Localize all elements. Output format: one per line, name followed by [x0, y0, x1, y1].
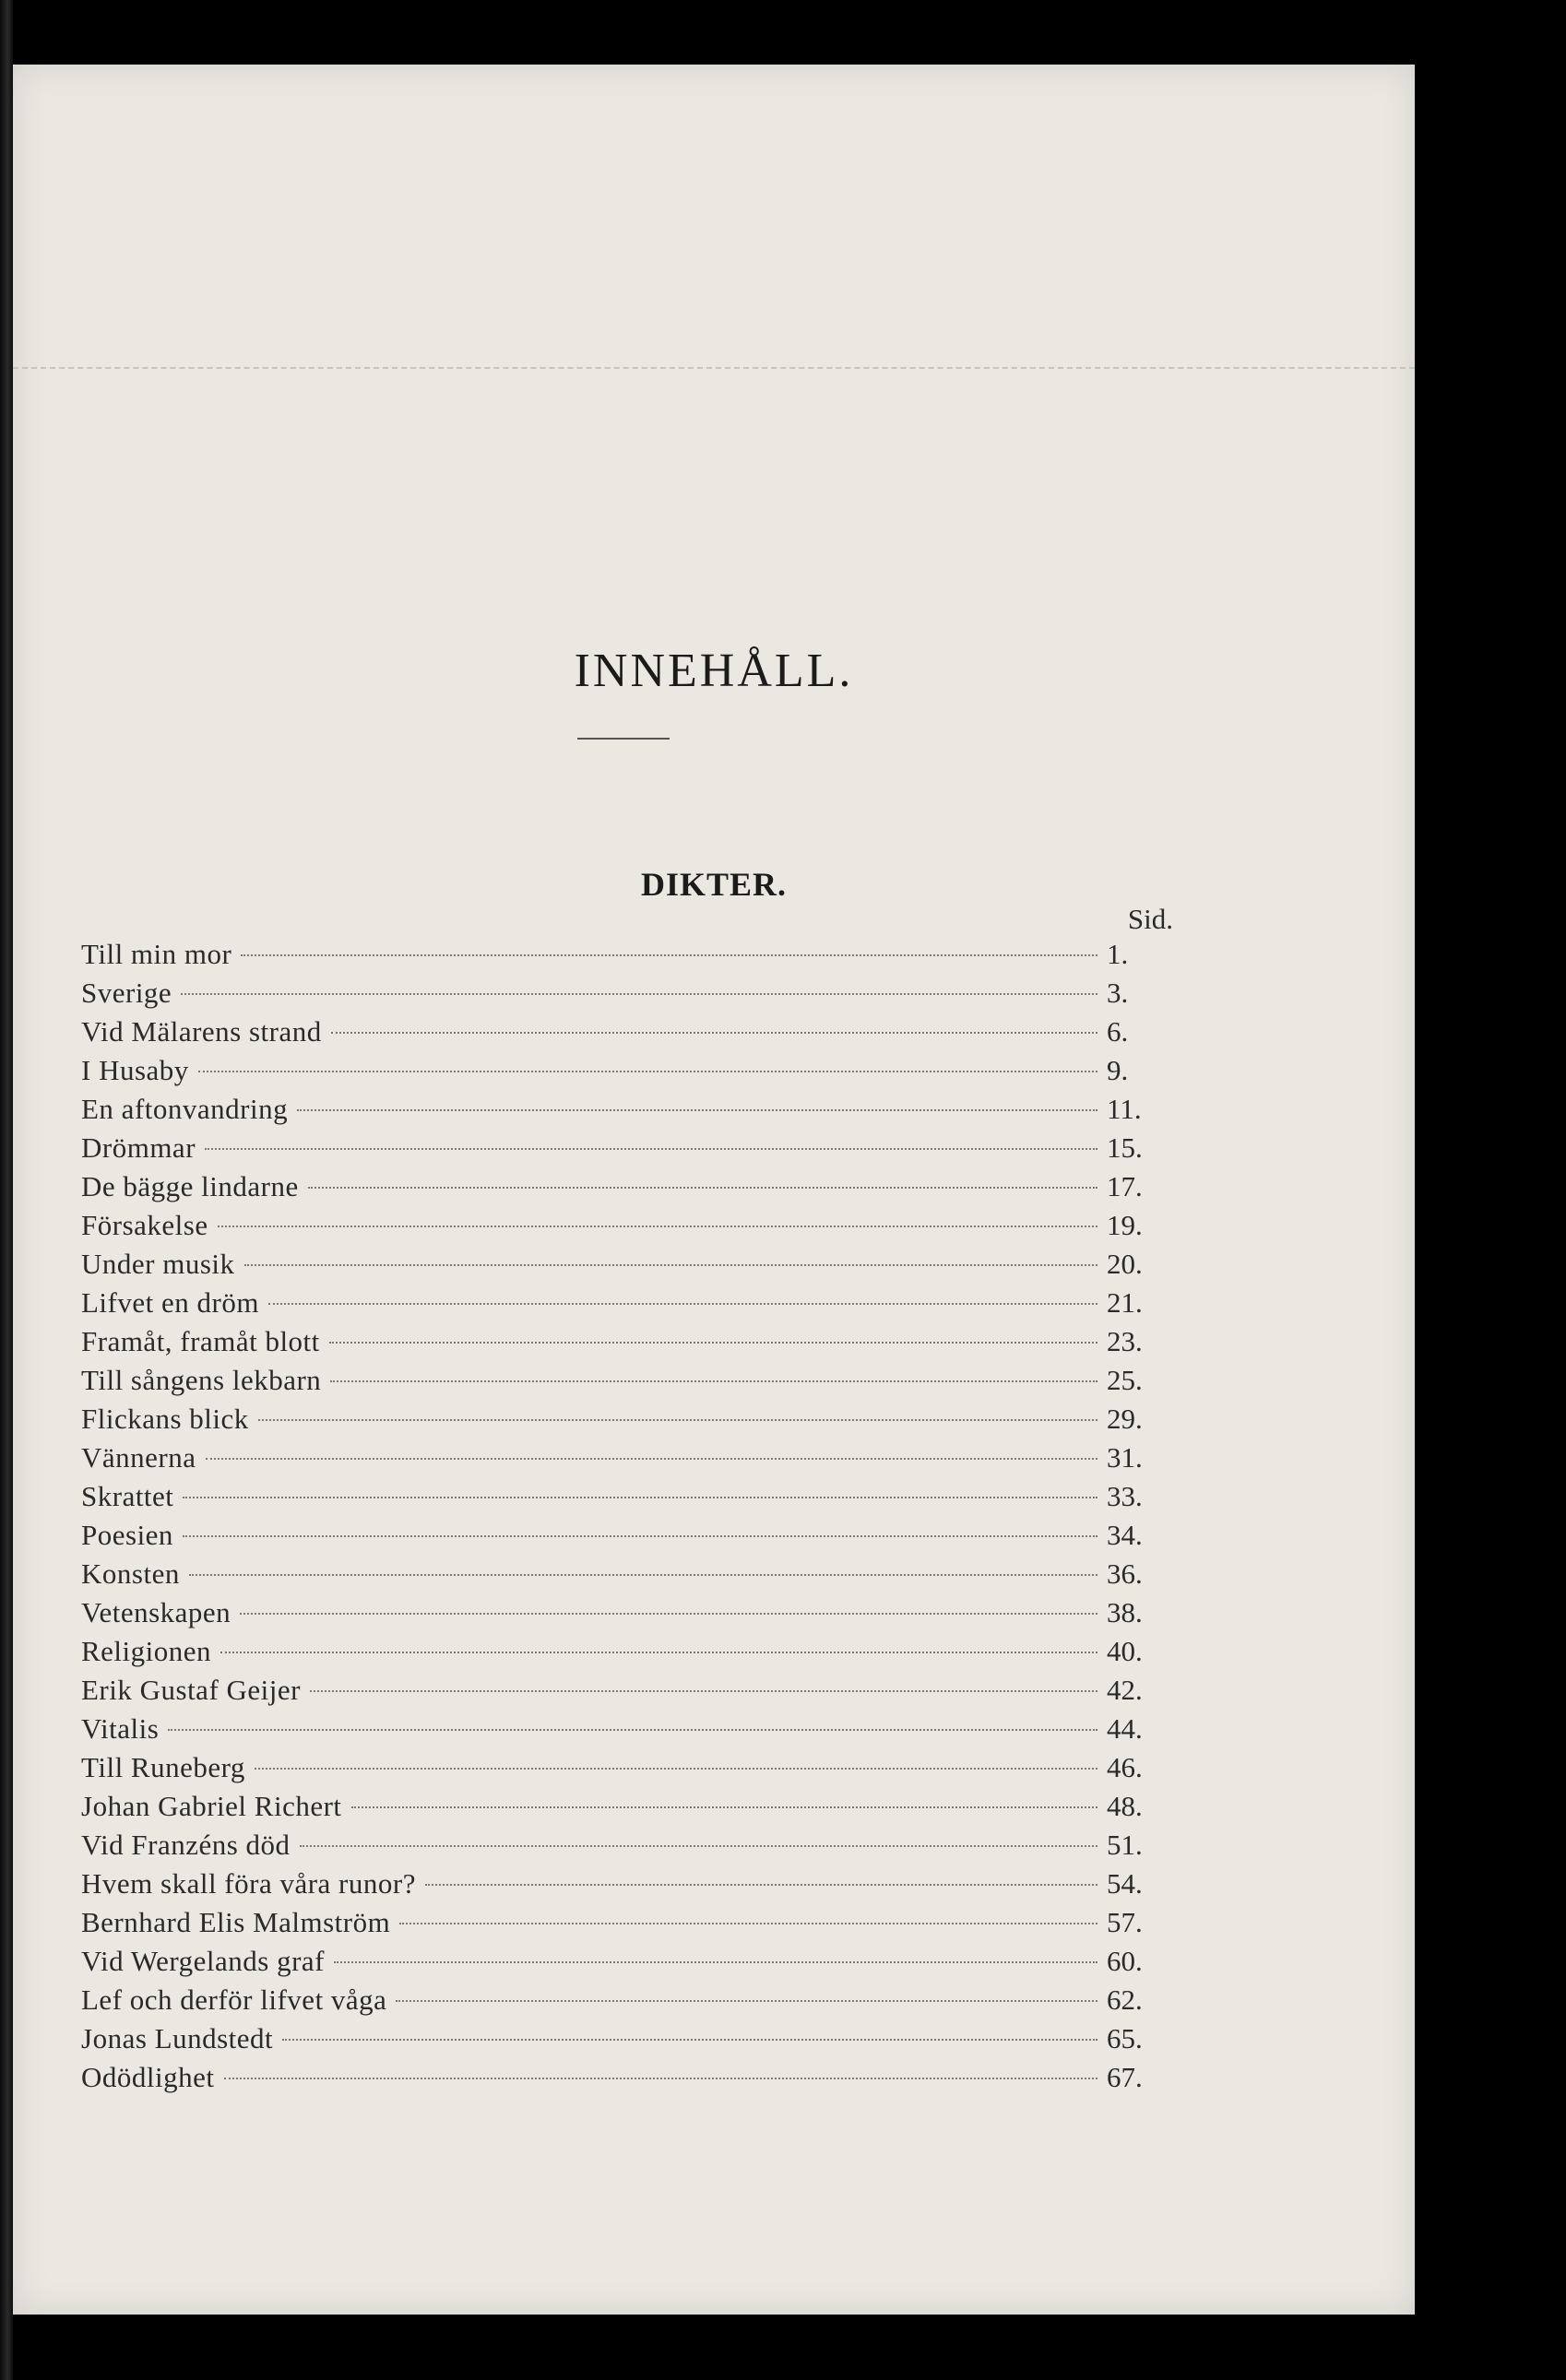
dot-leader — [241, 954, 1097, 956]
toc-entry-page: 60. — [1107, 1945, 1143, 1977]
toc-entry-page: 48. — [1107, 1790, 1143, 1822]
toc-entry — [81, 1710, 1179, 1748]
toc-entry-title: Johan Gabriel Richert — [81, 1790, 342, 1822]
toc-entry-title: Vid Mälarens strand — [81, 1015, 322, 1048]
toc-entry-title: Skrattet — [81, 1480, 174, 1512]
toc-entry-page: 6. — [1107, 1015, 1129, 1048]
dot-leader — [218, 1226, 1097, 1227]
dot-leader — [255, 1768, 1097, 1770]
toc-entry-title: Vetenskapen — [81, 1596, 231, 1628]
toc-entry-page: 3. — [1107, 977, 1129, 1009]
toc-entry-page: 40. — [1107, 1635, 1143, 1667]
toc-entry-page: 34. — [1107, 1519, 1143, 1551]
toc-list — [81, 935, 1179, 2097]
toc-entry-page: 9. — [1107, 1054, 1129, 1086]
book-page — [13, 65, 1415, 2315]
page-column-label: Sid. — [1127, 903, 1173, 935]
toc-entry — [81, 1632, 1179, 1671]
dot-leader — [198, 1071, 1097, 1072]
title-underline — [577, 738, 670, 740]
toc-entry-page: 15. — [1107, 1131, 1143, 1164]
toc-entry-page: 46. — [1107, 1751, 1143, 1783]
toc-entry-title: De bägge lindarne — [81, 1170, 299, 1202]
toc-entry-page: 65. — [1107, 2022, 1143, 2054]
toc-entry — [81, 1903, 1179, 1942]
dot-leader — [244, 1264, 1097, 1266]
toc-entry-title: Lifvet en dröm — [81, 1286, 259, 1319]
toc-entry-title: Odödlighet — [81, 2061, 215, 2093]
toc-entry — [81, 1981, 1179, 2019]
dot-leader — [282, 2039, 1097, 2041]
toc-entry-title: Jonas Lundstedt — [81, 2022, 274, 2054]
toc-entry — [81, 1942, 1179, 1981]
dot-leader — [183, 1535, 1097, 1537]
toc-entry — [81, 1748, 1179, 1787]
toc-entry — [81, 1439, 1179, 1477]
section-heading: DIKTER. — [640, 866, 788, 903]
toc-entry-title: Hvem skall föra våra runor? — [81, 1867, 416, 1900]
toc-entry — [81, 1477, 1179, 1516]
toc-entry-title: Vid Franzéns död — [81, 1829, 291, 1861]
toc-entry — [81, 2058, 1179, 2097]
dot-leader — [168, 1729, 1097, 1731]
toc-entry — [81, 935, 1179, 974]
toc-entry — [81, 1167, 1179, 1206]
dot-leader — [183, 1497, 1097, 1498]
toc-entry-title: En aftonvandring — [81, 1093, 289, 1125]
toc-entry-title: Vid Wergelands graf — [81, 1945, 325, 1977]
toc-entry — [81, 1361, 1179, 1400]
toc-entry-title: Poesien — [81, 1519, 173, 1551]
toc-entry-page: 67. — [1107, 2061, 1143, 2093]
toc-entry — [81, 1826, 1179, 1865]
dot-leader — [189, 1574, 1097, 1576]
dot-leader — [181, 993, 1097, 995]
toc-entry — [81, 1284, 1179, 1322]
toc-entry — [81, 1400, 1179, 1439]
toc-entry-title: Försakelse — [81, 1209, 208, 1241]
toc-entry — [81, 1322, 1179, 1361]
toc-entry — [81, 1051, 1179, 1090]
toc-entry-title: Under musik — [81, 1248, 235, 1280]
dot-leader — [300, 1845, 1097, 1847]
toc-entry-title: Framåt, framåt blott — [81, 1325, 320, 1357]
dot-leader — [396, 2000, 1097, 2002]
dot-leader — [329, 1342, 1097, 1344]
toc-entry-title: Flickans blick — [81, 1403, 249, 1435]
toc-entry-title: Bernhard Elis Malmström — [81, 1906, 391, 1938]
toc-entry — [81, 1129, 1179, 1167]
toc-entry-page: 38. — [1107, 1596, 1143, 1628]
dot-leader — [399, 1923, 1097, 1924]
dot-leader — [297, 1109, 1097, 1111]
dot-leader — [334, 1961, 1097, 1963]
dot-leader — [220, 1652, 1097, 1653]
toc-entry-page: 31. — [1107, 1441, 1143, 1474]
toc-entry-page: 1. — [1107, 938, 1129, 970]
toc-entry-title: Till sångens lekbarn — [81, 1364, 322, 1396]
toc-entry-title: Sverige — [81, 977, 172, 1009]
toc-entry-page: 42. — [1107, 1674, 1143, 1706]
toc-entry-title: Vännerna — [81, 1441, 196, 1474]
toc-entry — [81, 1206, 1179, 1245]
toc-entry — [81, 1516, 1179, 1555]
dot-leader — [224, 2078, 1098, 2079]
dot-leader — [268, 1303, 1097, 1305]
toc-entry-title: Drömmar — [81, 1131, 196, 1164]
toc-entry — [81, 974, 1179, 1012]
toc-entry-title: Till min mor — [81, 938, 232, 970]
toc-entry-page: 54. — [1107, 1867, 1143, 1900]
dot-leader — [205, 1148, 1097, 1150]
toc-entry-page: 19. — [1107, 1209, 1143, 1241]
page-title: INNEHÅLL. — [574, 645, 854, 697]
toc-entry-page: 11. — [1107, 1093, 1142, 1125]
toc-entry-page: 36. — [1107, 1557, 1143, 1590]
toc-entry-page: 62. — [1107, 1983, 1143, 2016]
toc-entry-title: Till Runeberg — [81, 1751, 245, 1783]
toc-entry-page: 17. — [1107, 1170, 1143, 1202]
toc-entry-page: 20. — [1107, 1248, 1143, 1280]
toc-entry — [81, 1593, 1179, 1632]
dot-leader — [308, 1187, 1097, 1189]
dot-leader — [351, 1806, 1097, 1808]
toc-entry — [81, 1787, 1179, 1826]
toc-entry — [81, 1865, 1179, 1903]
toc-entry-title: Lef och derför lifvet våga — [81, 1983, 387, 2016]
toc-entry — [81, 1245, 1179, 1284]
book-spine-edge — [0, 0, 13, 2380]
toc-entry-page: 29. — [1107, 1403, 1143, 1435]
toc-entry-title: I Husaby — [81, 1054, 189, 1086]
toc-entry — [81, 1012, 1179, 1051]
toc-entry — [81, 1555, 1179, 1593]
dot-leader — [310, 1690, 1097, 1692]
toc-entry-page: 44. — [1107, 1712, 1143, 1745]
toc-entry-page: 57. — [1107, 1906, 1143, 1938]
toc-entry — [81, 1671, 1179, 1710]
toc-entry-title: Vitalis — [81, 1712, 160, 1745]
toc-entry — [81, 2019, 1179, 2058]
toc-entry-page: 33. — [1107, 1480, 1143, 1512]
dot-leader — [331, 1032, 1097, 1034]
dot-leader — [425, 1884, 1097, 1886]
toc-entry-page: 51. — [1107, 1829, 1143, 1861]
toc-entry-page: 25. — [1107, 1364, 1143, 1396]
dashed-divider — [13, 367, 1415, 369]
dot-leader — [258, 1419, 1097, 1421]
dot-leader — [206, 1458, 1098, 1460]
dot-leader — [240, 1613, 1097, 1615]
toc-entry-title: Erik Gustaf Geijer — [81, 1674, 301, 1706]
toc-entry-title: Konsten — [81, 1557, 180, 1590]
toc-entry-page: 23. — [1107, 1325, 1143, 1357]
dot-leader — [330, 1380, 1097, 1382]
toc-entry-title: Religionen — [81, 1635, 212, 1667]
toc-entry — [81, 1090, 1179, 1129]
toc-entry-page: 21. — [1107, 1286, 1143, 1319]
table-of-contents — [81, 904, 1179, 2097]
